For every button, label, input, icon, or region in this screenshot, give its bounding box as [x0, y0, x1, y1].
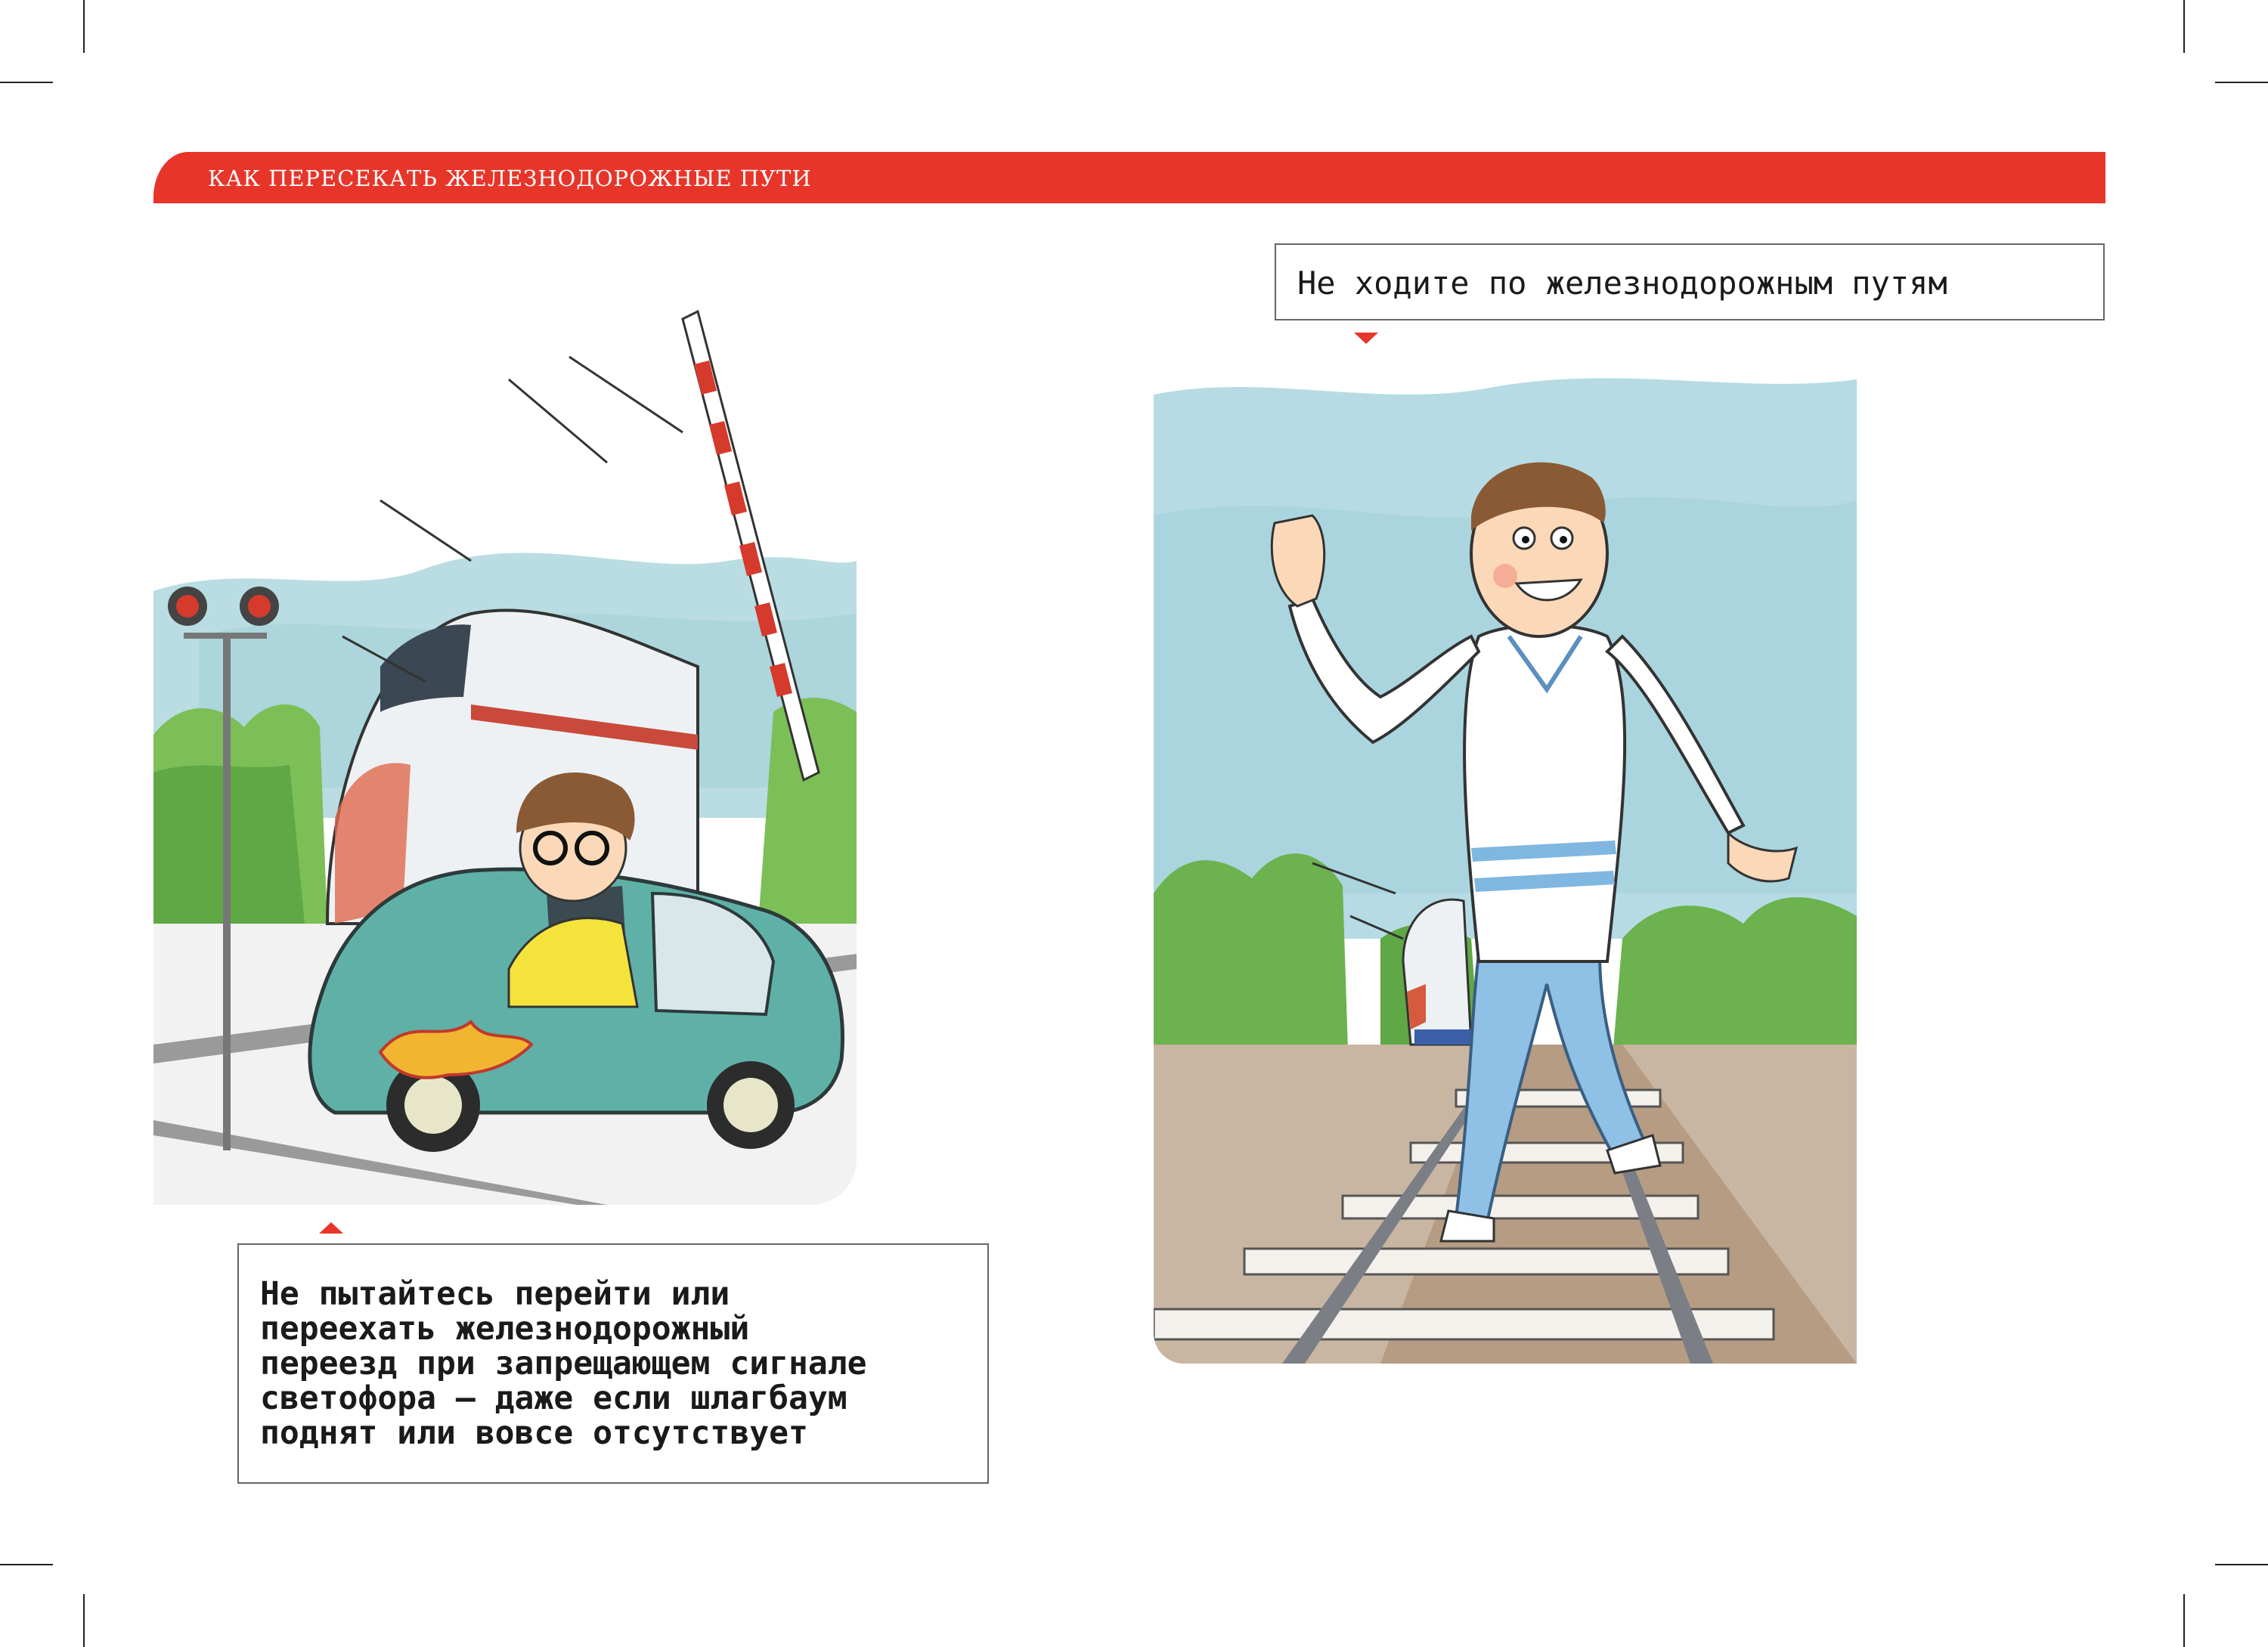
- caption-do-not-walk-on-tracks: Не ходите по железнодорожным путям: [1275, 243, 2105, 320]
- crop-mark: [83, 1594, 85, 1647]
- caption-line: Не пытайтесь перейти или: [260, 1275, 730, 1313]
- caption-do-not-cross-on-red-signal: [237, 1243, 989, 1484]
- caption-line: светофора – даже если шлагбаум: [260, 1379, 847, 1417]
- crop-mark: [2215, 82, 2268, 83]
- section-title: КАК ПЕРЕСЕКАТЬ ЖЕЛЕЗНОДОРОЖНЫЕ ПУТИ: [208, 166, 812, 191]
- man-walking-on-tracks-illustration: [1154, 364, 1857, 1364]
- caption-line: переехать железнодорожный: [260, 1310, 750, 1348]
- crop-mark: [0, 82, 53, 83]
- pointer-arrow-down: [1354, 333, 1378, 344]
- car-at-railway-crossing-illustration: [153, 243, 857, 1205]
- caption-line: переезд при запрещающем сигнале: [260, 1345, 867, 1382]
- pointer-arrow-up: [319, 1222, 343, 1234]
- crop-mark: [2183, 0, 2185, 53]
- caption-line: поднят или вовсе отсутствует: [260, 1414, 808, 1452]
- crop-mark: [2183, 1594, 2185, 1647]
- crop-mark: [0, 1564, 53, 1565]
- section-header: [153, 152, 2105, 203]
- crop-mark: [83, 0, 85, 53]
- crop-mark: [2215, 1564, 2268, 1565]
